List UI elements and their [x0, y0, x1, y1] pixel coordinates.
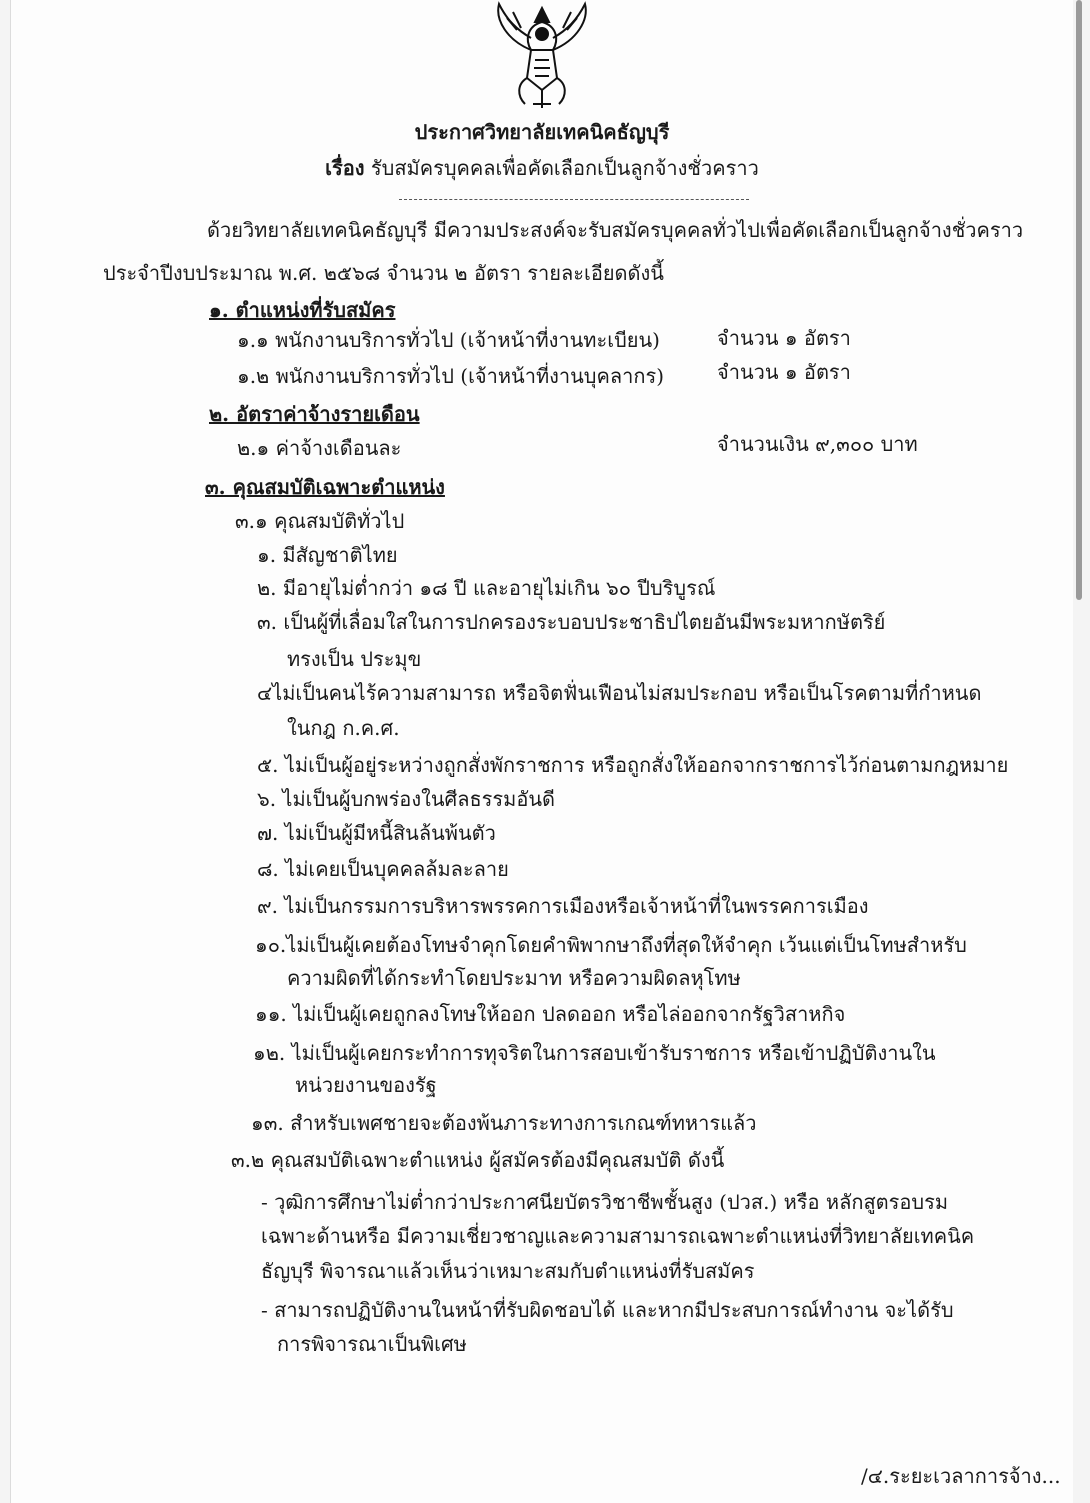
qualification-item: ๓. เป็นผู้ที่เลื่อมใสในการปกครองระบอบประชาธิปไตยอันมีพระมหากษัตริย์	[257, 610, 886, 634]
wage-amount: จำนวนเงิน ๙,๓๐๐ บาท	[717, 432, 918, 456]
specific-qualifications-heading: ๓.๒ คุณสมบัติเฉพาะตำแหน่ง ผู้สมัครต้องมีคุณสมบัติ ดังนี้	[231, 1148, 725, 1172]
qualification-item: ๑๐.ไม่เป็นผู้เคยต้องโทษจำคุกโดยคำพิพากษาถึงที่สุดให้จำคุก เว้นแต่เป็นโทษสำหรับ	[255, 933, 967, 957]
qualification-item: ๖. ไม่เป็นผู้บกพร่องในศีลธรรมอันดี	[257, 787, 556, 811]
continued-marker: /๔.ระยะเวลาการจ้าง...	[861, 1464, 1061, 1488]
wage-label: ๒.๑ ค่าจ้างเดือนละ	[237, 436, 402, 460]
position-item-amount: จำนวน ๑ อัตรา	[717, 360, 851, 384]
qualification-item: ๒. มีอายุไม่ต่ำกว่า ๑๘ ปี และอายุไม่เกิน ๖๐ ปีบริบูรณ์	[257, 576, 716, 600]
section-3-heading: ๓. คุณสมบัติเฉพาะตำแหน่ง	[205, 475, 445, 499]
qualification-item-continued: ทรงเป็น ประมุข	[287, 647, 422, 671]
specific-qualification-line: ธัญบุรี พิจารณาแล้วเห็นว่าเหมาะสมกับตำแหน่งที่รับสมัคร	[261, 1259, 755, 1283]
specific-qualification-line: การพิจารณาเป็นพิเศษ	[277, 1332, 467, 1356]
qualification-item: ๗. ไม่เป็นผู้มีหนี้สินล้นพ้นตัว	[257, 821, 496, 845]
qualification-item: ๔ไม่เป็นคนไร้ความสามารถ หรือจิตฟั่นเฟือนไม่สมประกอบ หรือเป็นโรคตามที่กำหนด	[257, 681, 982, 705]
intro-line-2: ประจำปีงบประมาณ พ.ศ. ๒๕๖๘ จำนวน ๒ อัตรา รายละเอียดดังนี้	[103, 261, 664, 285]
qualification-item: ๕. ไม่เป็นผู้อยู่ระหว่างถูกสั่งพักราชการ หรือถูกสั่งให้ออกจากราชการไว้ก่อนตามกฎหมาย	[257, 753, 1009, 777]
general-qualifications-heading: ๓.๑ คุณสมบัติทั่วไป	[235, 509, 405, 533]
vertical-scrollbar[interactable]	[1076, 0, 1082, 600]
specific-qualification-line: - วุฒิการศึกษาไม่ต่ำกว่าประกาศนียบัตรวิชาชีพชั้นสูง (ปวส.) หรือ หลักสูตรอบรม	[261, 1190, 949, 1214]
subject-text: รับสมัครบุคคลเพื่อคัดเลือกเป็นลูกจ้างชั่วคราว	[370, 156, 759, 180]
intro-line-1: ด้วยวิทยาลัยเทคนิคธัญบุรี มีความประสงค์จะรับสมัครบุคคลทั่วไปเพื่อคัดเลือกเป็นลูกจ้างชั่วคราว	[207, 218, 1024, 242]
subject-label: เรื่อง	[325, 156, 365, 180]
announcement-subject	[11, 154, 1073, 182]
position-item-label: ๑.๑ พนักงานบริการทั่วไป (เจ้าหน้าที่งานทะเบียน)	[237, 328, 660, 352]
qualification-item: ๙. ไม่เป็นกรรมการบริหารพรรคการเมืองหรือเจ้าหน้าที่ในพรรคการเมือง	[257, 894, 869, 918]
qualification-item-continued: ความผิดที่ได้กระทำโดยประมาท หรือความผิดลหุโทษ	[287, 966, 741, 990]
title-divider	[399, 199, 749, 200]
document-page	[10, 0, 1073, 1503]
qualification-item: ๑๒. ไม่เป็นผู้เคยกระทำการทุจริตในการสอบเข้ารับราชการ หรือเข้าปฏิบัติงานใน	[253, 1041, 936, 1065]
specific-qualification-line: - สามารถปฏิบัติงานในหน้าที่รับผิดชอบได้ และหากมีประสบการณ์ทำงาน จะได้รับ	[261, 1298, 954, 1322]
position-item-label: ๑.๒ พนักงานบริการทั่วไป (เจ้าหน้าที่งานบุคลากร)	[237, 364, 665, 388]
qualification-item-continued: หน่วยงานของรัฐ	[295, 1073, 437, 1097]
garuda-emblem-icon	[487, 0, 597, 112]
qualification-item-continued: ในกฎ ก.ค.ศ.	[287, 716, 400, 740]
qualification-item: ๑๑. ไม่เป็นผู้เคยถูกลงโทษให้ออก ปลดออก หรือไล่ออกจากรัฐวิสาหกิจ	[255, 1002, 846, 1026]
qualification-item: ๑๓. สำหรับเพศชายจะต้องพ้นภาระทางการเกณฑ์ทหารแล้ว	[251, 1111, 757, 1135]
specific-qualification-line: เฉพาะด้านหรือ มีความเชี่ยวชาญและความสามารถเฉพาะตำแหน่งที่วิทยาลัยเทคนิค	[261, 1224, 975, 1248]
qualification-item: ๑. มีสัญชาติไทย	[257, 543, 398, 567]
position-item-amount: จำนวน ๑ อัตรา	[717, 326, 851, 350]
section-2-heading: ๒. อัตราค่าจ้างรายเดือน	[209, 402, 420, 426]
qualification-item: ๘. ไม่เคยเป็นบุคคลล้มละลาย	[257, 857, 509, 881]
section-1-heading: ๑. ตำแหน่งที่รับสมัคร	[209, 298, 396, 322]
announcement-title: ประกาศวิทยาลัยเทคนิคธัญบุรี	[414, 120, 670, 144]
